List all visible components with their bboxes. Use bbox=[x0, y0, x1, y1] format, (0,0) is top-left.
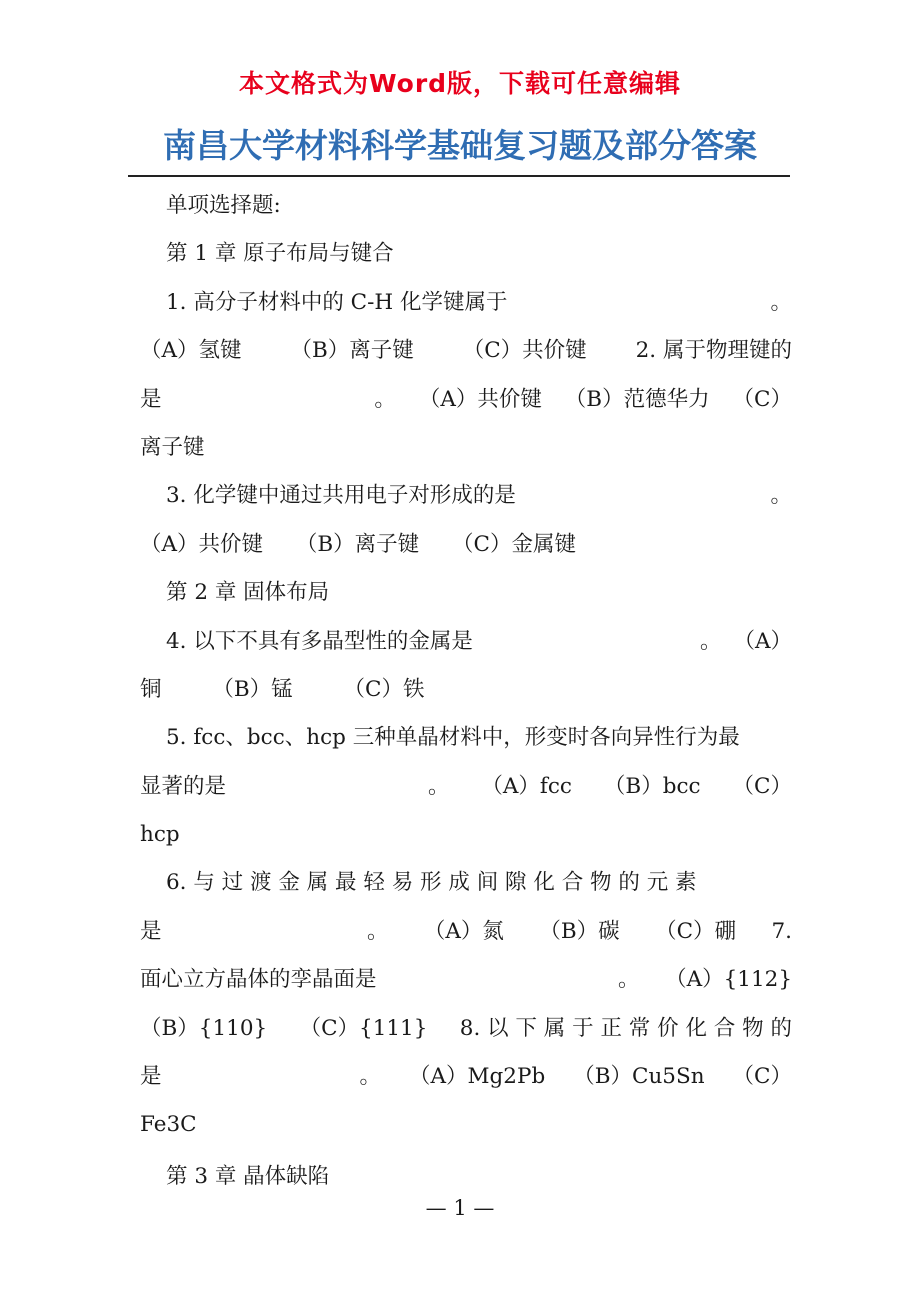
download-notice: 本文格式为Word版，下载可任意编辑 bbox=[238, 69, 682, 98]
option: （A）fcc bbox=[481, 773, 572, 799]
question-line bbox=[140, 714, 792, 762]
option: （C） bbox=[732, 1064, 792, 1090]
option: （A）氢键 bbox=[140, 338, 242, 364]
question-text: 2. 属于物理键的 bbox=[635, 338, 792, 364]
option: （C）金属键 bbox=[452, 531, 576, 557]
question-text: 是 bbox=[140, 918, 162, 944]
option-continued: 离子键 bbox=[140, 434, 205, 460]
page-number: — 1 — bbox=[425, 1196, 495, 1220]
document-title: 南昌大学材料科学基础复习题及部分答案 bbox=[163, 126, 757, 165]
question-line bbox=[140, 279, 792, 327]
chapter-heading-text: 第 1 章 原子布局与键合 bbox=[166, 241, 394, 267]
chapter-heading-text: 第 3 章 晶体缺陷 bbox=[166, 1163, 330, 1189]
option-continued: Fe3C bbox=[140, 1112, 197, 1138]
options-line bbox=[140, 376, 792, 424]
blank-end: 。 bbox=[770, 483, 792, 509]
blank-end: 。 bbox=[359, 1064, 382, 1090]
option: （C）共价键 bbox=[462, 338, 587, 364]
question-text: 显著的是 bbox=[140, 773, 227, 799]
title-divider bbox=[128, 175, 790, 177]
option: （C）{111} bbox=[299, 1015, 428, 1041]
question-text: 1. 高分子材料中的 C-H 化学键属于 bbox=[166, 289, 508, 315]
options-line bbox=[140, 327, 792, 375]
option: （A）共价键 bbox=[140, 531, 264, 557]
question-text: 6. 与 过 渡 金 属 最 轻 易 形 成 间 隙 化 合 物 的 元 素 bbox=[166, 870, 697, 896]
options-line bbox=[140, 908, 792, 956]
section-label-text: 单项选择题: bbox=[166, 193, 281, 218]
options-line bbox=[140, 1101, 792, 1149]
section-label bbox=[140, 182, 792, 230]
question-line bbox=[140, 956, 792, 1004]
option: （B）离子键 bbox=[295, 531, 420, 557]
question-text: 是 bbox=[140, 386, 162, 412]
question-line bbox=[140, 472, 792, 520]
blank-end: 。 bbox=[427, 773, 450, 799]
blank-end: 。 bbox=[770, 289, 792, 315]
option: （A）{112} bbox=[665, 967, 792, 993]
question-line bbox=[140, 618, 792, 666]
option: （A）Mg2Pb bbox=[409, 1064, 546, 1090]
option: （B）Cu5Sn bbox=[573, 1064, 705, 1090]
options-line bbox=[140, 1005, 792, 1053]
chapter-heading bbox=[140, 569, 792, 617]
option: （C）铁 bbox=[343, 676, 425, 702]
blank-end: 。 bbox=[374, 386, 396, 412]
options-line bbox=[140, 521, 792, 569]
option-continued: hcp bbox=[140, 822, 180, 848]
options-line bbox=[140, 811, 792, 859]
chapter-heading bbox=[140, 230, 792, 278]
document-body bbox=[140, 182, 792, 1201]
option: （C） bbox=[732, 386, 792, 412]
option-continued: 铜 bbox=[140, 676, 162, 702]
question-text: 5. fcc、bcc、hcp 三种单晶材料中，形变时各向异性行为最 bbox=[166, 725, 740, 751]
blank-end: 。 bbox=[366, 918, 389, 944]
option: （A）氮 bbox=[423, 918, 504, 944]
option: （A）共价键 bbox=[418, 386, 542, 412]
chapter-heading-text: 第 2 章 固体布局 bbox=[166, 580, 330, 606]
options-line bbox=[140, 424, 792, 472]
option: （B）碳 bbox=[539, 918, 620, 944]
option: （C）硼 bbox=[655, 918, 737, 944]
question-text: 8. 以 下 属 于 正 常 价 化 合 物 的 bbox=[459, 1015, 792, 1041]
options-line bbox=[140, 763, 792, 811]
question-text: 3. 化学键中通过共用电子对形成的是 bbox=[166, 483, 516, 509]
option: （A） bbox=[733, 628, 792, 654]
chapter-heading bbox=[140, 1153, 792, 1201]
option: （B）bcc bbox=[603, 773, 701, 799]
question-text: 4. 以下不具有多晶型性的金属是 bbox=[166, 628, 473, 654]
question-text: 是 bbox=[140, 1064, 162, 1090]
question-number: 7. bbox=[771, 918, 792, 944]
blank-end: 。 bbox=[700, 628, 722, 654]
question-text: 面心立方晶体的孪晶面是 bbox=[140, 967, 377, 993]
options-line bbox=[140, 666, 792, 714]
option: （B）离子键 bbox=[290, 338, 414, 364]
option: （B）锰 bbox=[212, 676, 293, 702]
options-line bbox=[140, 1053, 792, 1101]
option: （B）{110} bbox=[140, 1015, 268, 1041]
option: （C） bbox=[732, 773, 792, 799]
option: （B）范德华力 bbox=[564, 386, 710, 412]
blank-end: 。 bbox=[618, 967, 640, 993]
question-line bbox=[140, 859, 792, 907]
